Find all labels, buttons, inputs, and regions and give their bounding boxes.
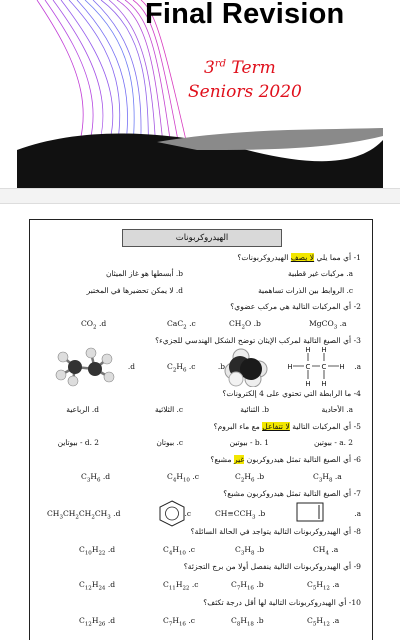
cover-page [17,0,383,188]
q3-structural-formula-image [283,345,349,387]
q6-option-c[interactable]: $C_4H_{10}$ .c [167,472,200,484]
q7-cyclobutene-structure-image [293,500,329,524]
worksheet-page [17,205,383,640]
question-10: 10- أي الهيدروكربونات التالية لها أقل درجة تكثف؟ [203,598,361,607]
section-header: الهيدروكربونات [122,229,282,247]
svg-text:H: H [339,363,345,371]
q1-option-c[interactable]: c. الروابط بين الذرات تساهمية [258,286,353,295]
question-5: 5- أي المركبات التالية لا تتفاعل مع ماء البروم؟ [213,422,361,431]
cover-title: Final Revision [145,0,345,30]
q3-option-b-label[interactable]: b. [217,362,225,371]
q9-option-a[interactable]: $C_5H_{12}$ .a [307,580,340,592]
question-8: 8- أي الهيدروكربونات التالية يتواجد في الحالة السائلة؟ [190,527,361,536]
q5-option-d[interactable]: d. 2 - بيوتاين [57,438,99,447]
q7-option-c-label[interactable]: c. [184,509,191,518]
q3-ball-and-stick-model-image [51,345,117,387]
q2-option-d[interactable]: $CO_2$ .d [81,319,107,331]
q9-option-b[interactable]: $C_7H_{16}$ .b [231,580,264,592]
question-2: 2- أي المركبات التالية هي مركب عضوي؟ [230,302,361,311]
svg-text:H: H [321,380,327,387]
question-7: 7- أي الصيغ التالية تمثل هيدروكربون مشبع؟ [223,489,361,498]
q10-option-c[interactable]: $C_7H_{16}$ .c [163,616,196,628]
svg-text:H: H [321,346,327,354]
q4-option-a[interactable]: a. الأحادية [321,405,353,414]
svg-text:H: H [305,346,311,354]
page-separator [0,188,400,204]
q10-option-d[interactable]: $C_{12}H_{26}$ .d [79,616,116,628]
svg-text:C: C [321,363,327,371]
q1-option-d[interactable]: d. لا يمكن تحضيرها في المختبر [86,286,183,295]
question-6: 6- أي الصيغ التالية تمثل هيدروكربون غير مشبع؟ [210,455,361,464]
q7-benzene-ring-image [157,499,187,527]
q4-option-b[interactable]: b. الثنائية [240,405,269,414]
svg-text:C: C [305,363,311,371]
q10-option-b[interactable]: $C_8H_{18}$ .b [231,616,264,628]
q6-option-b[interactable]: $C_2H_6$ .b [235,472,265,484]
q2-option-b[interactable]: $CH_2O$ .b [229,319,261,331]
q8-option-d[interactable]: $C_{10}H_{22}$ .d [79,545,116,557]
question-4: 4- ما الرابطة التي تحتوي على 4 إلكترونات؟ [222,389,361,398]
term-label: 3rd Term [204,58,276,78]
q1-option-b[interactable]: b. أبسطها هو غاز الميثان [105,269,183,278]
q6-option-d[interactable]: $C_3H_6$ .d [81,472,111,484]
q6-option-a[interactable]: $C_3H_8$ .a [313,472,342,484]
q9-option-d[interactable]: $C_{12}H_{24}$ .d [79,580,116,592]
q2-option-c[interactable]: CaC$_2$ .c [167,319,196,331]
question-1: 1- أي مما يلي لا يصف الهيدروكربونات؟ [237,253,361,262]
q2-option-a[interactable]: MgCO$_3$ .a [309,319,347,331]
q7-option-b[interactable]: $CH\equiv CCH_3$ .b [215,509,266,521]
q8-option-b[interactable]: $C_3H_8$ .b [235,545,265,557]
q8-option-a[interactable]: $CH_4$ .a [313,545,339,557]
question-3: 3- أي الصيغ التالية لمركب الإيثان توضح الشكل الهندسي للجزيء؟ [155,336,361,345]
q3-space-filling-model-image [223,347,269,387]
q9-option-c[interactable]: $C_{11}H_{22}$ .c [163,580,199,592]
q10-option-a[interactable]: $C_5H_{12}$ .a [307,616,340,628]
q7-option-d[interactable]: $CH_3CH_2CH_2CH_3$ .d [47,509,121,521]
q3-option-a-label[interactable]: a. [354,362,361,371]
q5-option-b[interactable]: b. 1 - بيوتين [229,438,269,447]
q7-option-a-label[interactable]: a. [354,509,361,518]
svg-text:H: H [305,380,311,387]
q4-option-d[interactable]: d. الرباعية [66,405,99,414]
q5-option-c[interactable]: c. بيوتان [156,438,183,447]
q5-option-a[interactable]: a. 2 - بيوتين [313,438,353,447]
q3-option-c[interactable]: $C_2H_6$ .c [167,362,196,374]
q8-option-c[interactable]: $C_4H_{10}$ .c [163,545,196,557]
svg-text:H: H [287,363,293,371]
question-9: 9- أي الهيدروكربونات التالية ينفصل أولا من برج التجزئة؟ [183,562,361,571]
q4-option-c[interactable]: c. الثلاثية [154,405,183,414]
q1-option-a[interactable]: a. مركبات غير قطبية [288,269,353,278]
seniors-label: Seniors 2020 [188,82,302,102]
q3-option-d-label[interactable]: d. [127,362,135,371]
